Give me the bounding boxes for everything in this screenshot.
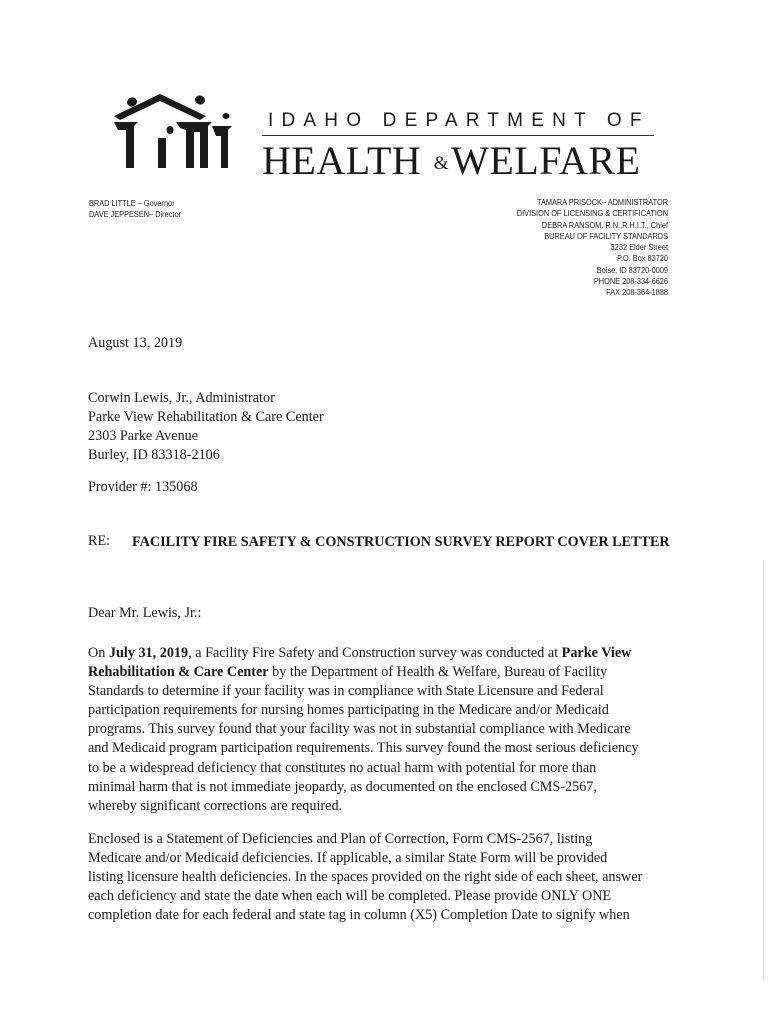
- officials-right-block: [517, 197, 668, 299]
- letterhead-health: HEALTH: [262, 138, 422, 183]
- text-run: , a Facility Fire Safety and Construction survey was conducted at: [188, 645, 562, 661]
- recipient-name: Corwin Lewis, Jr., Administrator: [88, 390, 275, 406]
- paragraph-line: programs. This survey found that your facility was not in substantial compliance with Medicare: [88, 721, 631, 738]
- official-governor: BRAD LITTLE – Governor: [89, 199, 175, 208]
- recipient-city: Burley, ID 83318-2106: [88, 447, 220, 463]
- paragraph-line: completion date for each federal and state tag in column (X5) Completion Date to signify when: [88, 907, 630, 924]
- bureau-name: BUREAU OF FACILITY STANDARDS: [544, 231, 668, 241]
- salutation: Dear Mr. Lewis, Jr.:: [88, 605, 202, 621]
- facility-name-bold: Rehabilitation & Care Center: [88, 664, 269, 681]
- phone-number: PHONE 208-334-6626: [593, 277, 668, 287]
- department-logo-icon: [100, 86, 248, 170]
- scan-edge-mark: [763, 560, 764, 980]
- paragraph-line: [88, 663, 678, 682]
- paragraph-line: [88, 644, 678, 663]
- recipient-facility: Parke View Rehabilitation & Care Center: [88, 409, 324, 425]
- survey-date: July 31, 2019: [108, 645, 189, 661]
- facility-name-bold: Parke View: [561, 645, 632, 661]
- letterhead-agency-name: [262, 138, 640, 187]
- re-subject: FACILITY FIRE SAFETY & CONSTRUCTION SURVEY REPORT COVER LETTER: [132, 534, 670, 550]
- text-run: by the Department of Health & Welfare, Bureau of Facility: [268, 664, 608, 681]
- paragraph-line: participation requirements for nursing homes participating in the Medicare and/or Medicaid: [88, 702, 609, 719]
- paragraph-line: whereby significant corrections are required.: [88, 797, 343, 814]
- recipient-street: 2303 Parke Avenue: [88, 428, 199, 444]
- official-administrator: TAMARA PRISOCK– ADMINISTRATOR: [536, 198, 668, 207]
- letterhead-welfare: WELFARE: [451, 138, 641, 183]
- paragraph-line: listing licensure health deficiencies. In the spaces provided on the right side of each sheet, answer: [88, 869, 643, 886]
- street-address: 3232 Elder Street: [610, 243, 668, 253]
- fax-number: FAX 208-364-1888: [606, 288, 668, 298]
- re-label: RE:: [88, 533, 111, 549]
- paragraph-line: Enclosed is a Statement of Deficiencies and Plan of Correction, Form CMS-2567, listing: [88, 831, 593, 847]
- paragraph-line: Medicare and/or Medicaid deficiencies. If applicable, a similar State Form will be provided: [88, 850, 608, 867]
- text-run: On: [88, 645, 109, 661]
- city-state-zip: Boise, ID 83720-0009: [596, 265, 668, 275]
- po-box: P.O. Box 83720: [616, 254, 668, 264]
- paragraph-line: each deficiency and state the date when each will be completed. Please provide ONLY ONE: [88, 888, 612, 905]
- body-paragraph-1: [88, 644, 678, 816]
- paragraph-line: minimal harm that is not immediate jeopardy, as documented on the enclosed CMS-2567,: [88, 778, 597, 795]
- division-name: DIVISION OF LICENSING & CERTIFICATION: [516, 209, 668, 219]
- recipient-address: [88, 389, 324, 465]
- letterhead-ampersand: &: [433, 153, 450, 174]
- provider-number: Provider #: 135068: [88, 479, 198, 495]
- paragraph-line: to be a widespread deficiency that constitutes no actual harm with potential for more than: [88, 759, 597, 776]
- letterhead-department-line: IDAHO DEPARTMENT OF: [268, 110, 650, 131]
- bureau-chief: DEBRA RANSOM, R.N.,R.H.I.T., Chief: [541, 220, 668, 230]
- paragraph-line: and Medicaid program participation requirements. This survey found the most serious deficiency: [88, 740, 639, 757]
- letterhead-rule: [262, 135, 654, 136]
- letter-date: August 13, 2019: [88, 335, 183, 351]
- body-paragraph-2: [88, 830, 678, 925]
- paragraph-line: Standards to determine if your facility was in compliance with State Licensure and Federal: [88, 683, 604, 700]
- official-director: DAVE JEPPESEN– Director: [89, 210, 182, 219]
- officials-left-block: [89, 198, 181, 220]
